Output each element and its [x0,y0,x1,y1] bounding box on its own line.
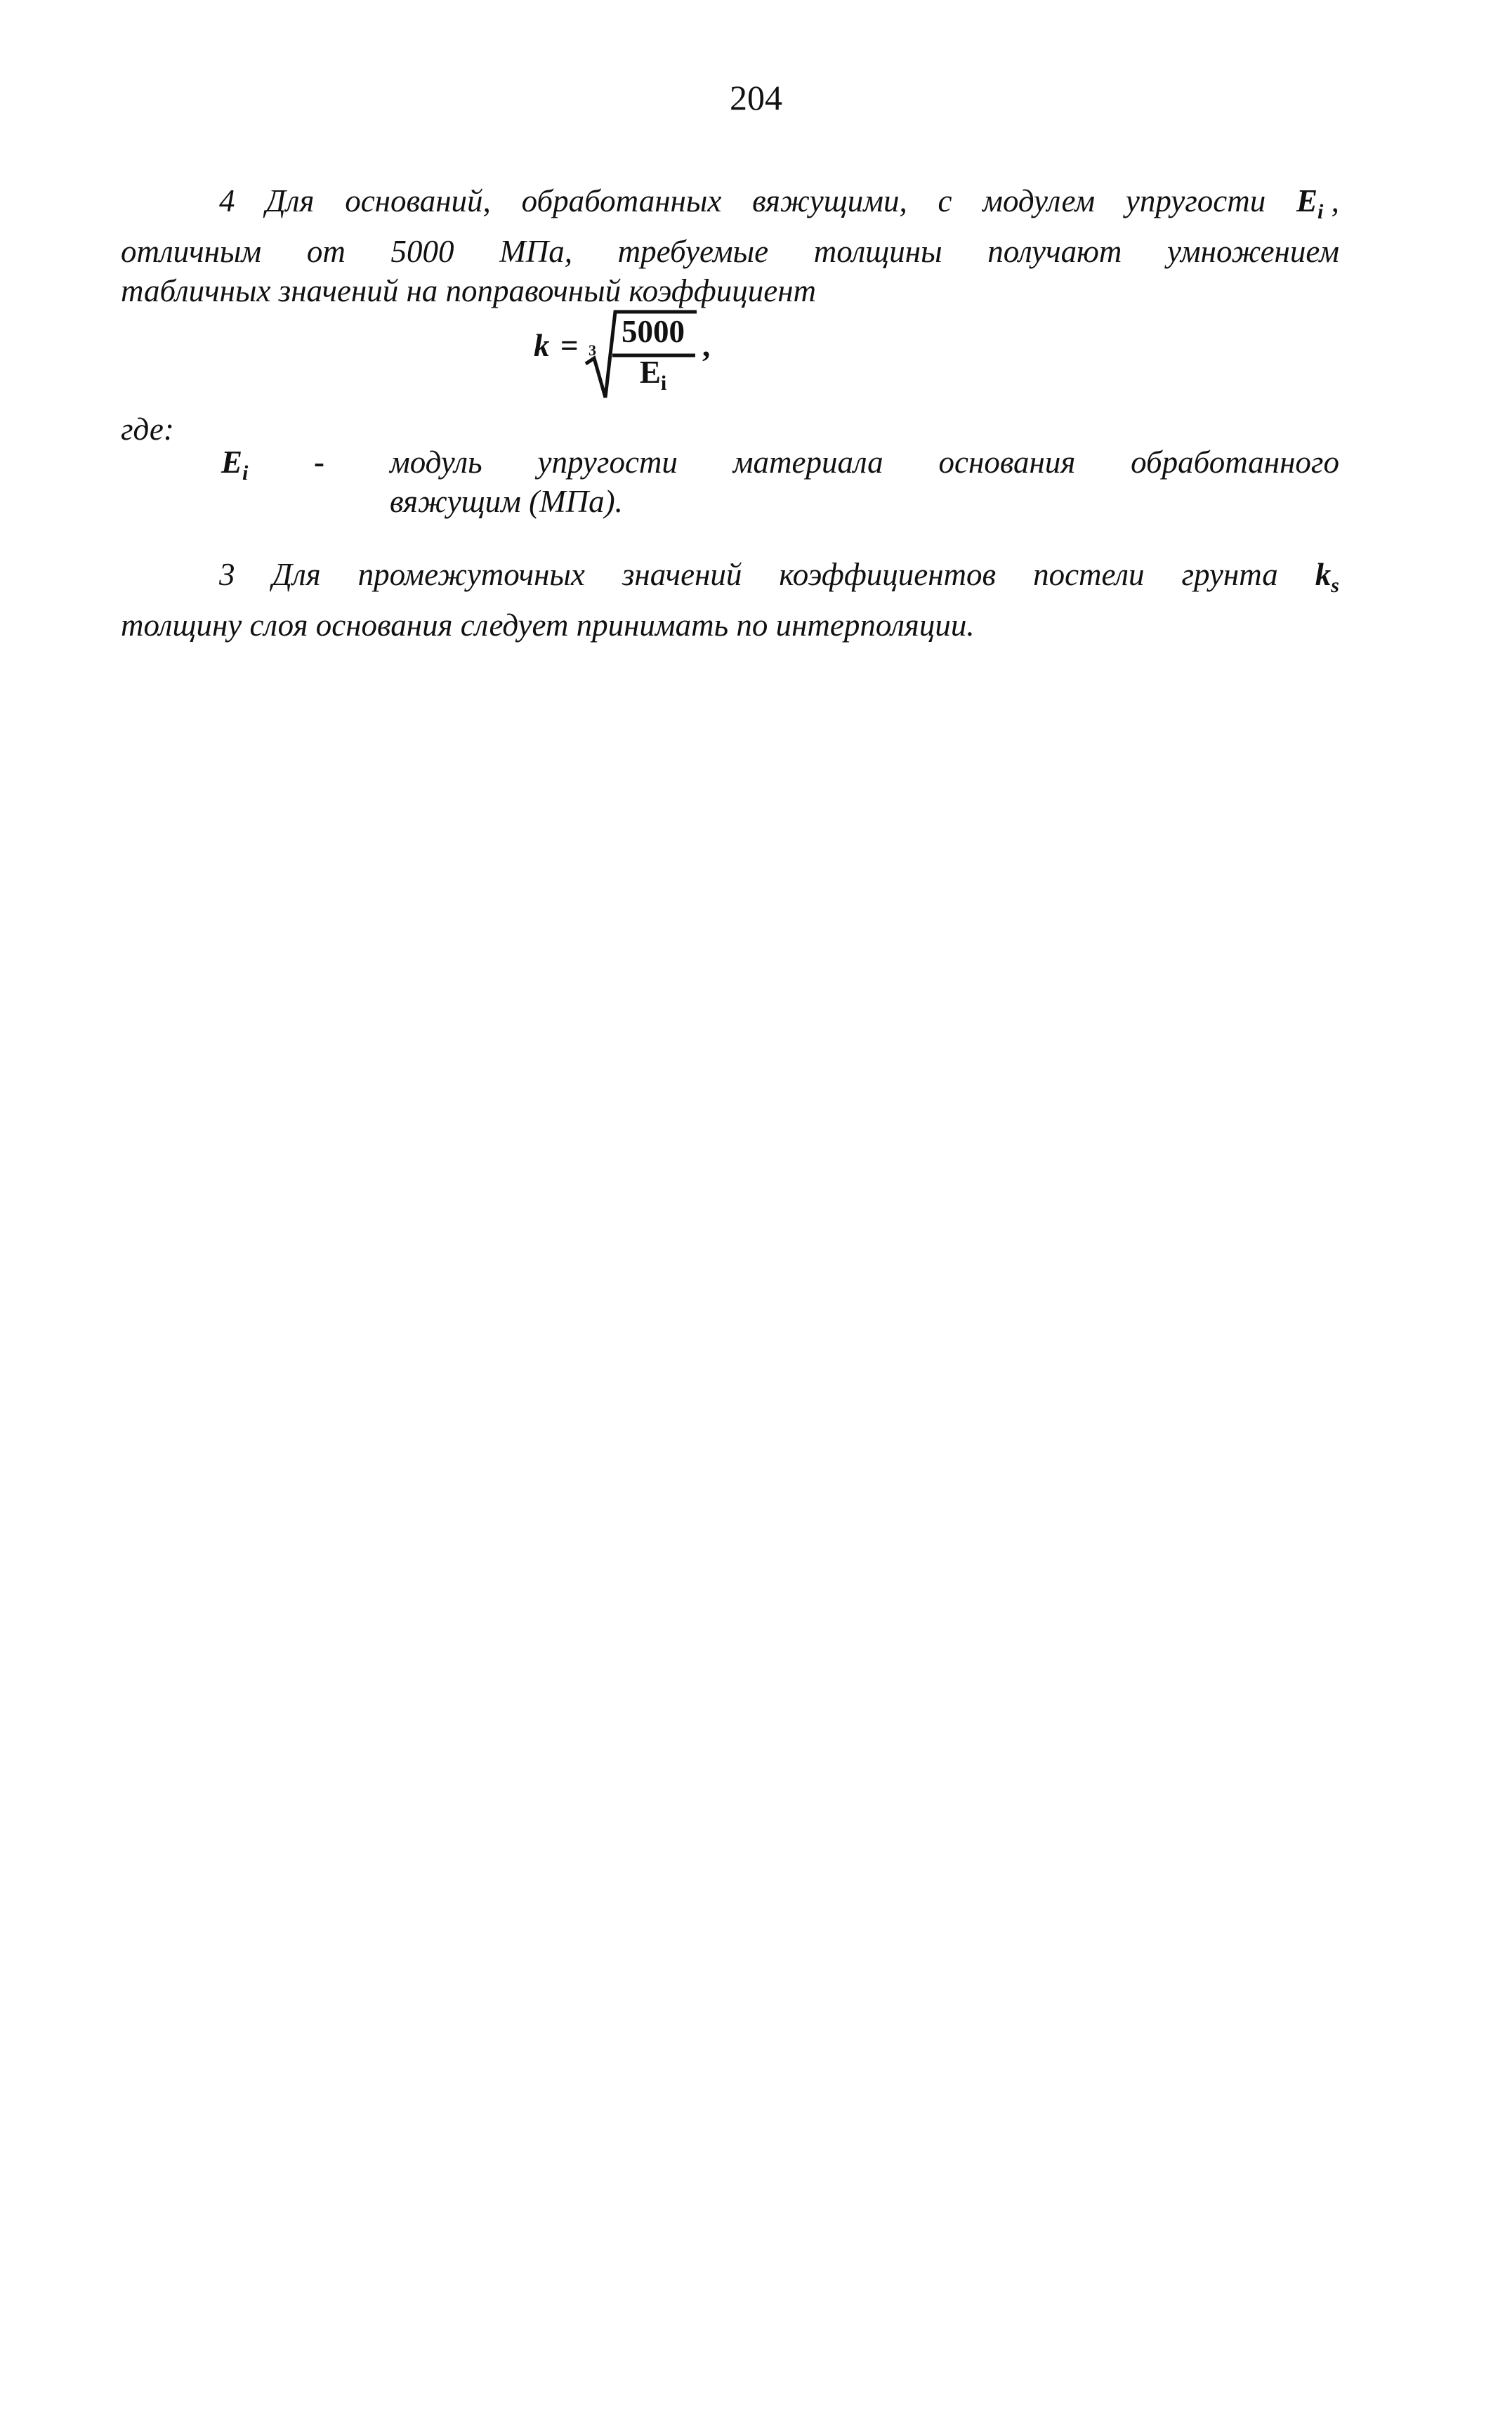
ei-symbol: $E_i$ [1296,183,1324,223]
page-number: 204 [730,78,782,117]
para3-line-2: толщину слоя основания следует принимать по интерполяции. [121,608,975,643]
ks-symbol: $k_s$ [1315,557,1339,597]
paragraph-3 [121,555,1339,645]
para3-line1-word: Для [272,557,321,592]
definition-line1-word: основания [938,445,1076,480]
para4-line1-word: Для [265,183,315,218]
definition-line1-word: обработанного [1131,445,1339,480]
para4-line1-word: 4 [219,183,235,218]
para4-line1-word: модулем [982,183,1096,218]
para3-line1-word: значений [622,557,742,592]
formula-lhs: k [534,328,550,363]
root-index: 3 [589,341,596,359]
para3-line1-word: промежуточных [357,557,585,592]
para4-line1-tail: , [1323,183,1339,218]
para3-line1-word: грунта [1181,557,1278,592]
para4-line1-word: с [938,183,952,218]
formula-denominator [612,354,694,395]
denominator-symbol: $E_i$ [639,355,667,395]
definition-line1-word: материала [732,445,883,480]
para4-line-1 [121,181,1339,232]
para4-line1-word: вяжущими, [752,183,907,218]
para4-line2-word: умножением [1167,234,1339,269]
definition-dash: - [314,445,324,480]
definition-line-1 [390,442,1339,482]
para4-line2-word: требуемые [617,234,769,269]
ei-term-symbol: $E_i$ [221,445,249,485]
para4-line2-word: толщины [813,234,942,269]
definition-term [221,442,248,493]
definition-line-2: вяжущим (МПа). [390,484,623,519]
para4-line-2 [121,232,1339,271]
definition-line1-word: модуль [390,445,482,480]
para4-line2-word: отличным [121,234,262,269]
formula-comma: , [702,328,711,363]
para3-line-1 [121,555,1339,605]
formula-equals: = [560,328,579,363]
para3-line1-word: 3 [219,557,235,592]
definition-line1-word: упругости [537,445,678,480]
ei-symbol-group [1296,181,1339,232]
para4-line2-word: МПа, [499,234,572,269]
formula [534,309,815,400]
formula-numerator: 5000 [622,314,685,349]
definition-description [390,442,1339,521]
paragraph-4 [121,181,1339,310]
para4-line1-word: оснований, [345,183,491,218]
para4-line1-word: обработанных [521,183,722,218]
para3-line1-word: постели [1033,557,1145,592]
where-label: где: [121,412,174,447]
para4-line-3: табличных значений на поправочный коэффициент [121,273,817,308]
para4-line2-word: 5000 [390,234,454,269]
para4-line2-word: получают [987,234,1122,269]
para3-line1-word: коэффициентов [779,557,997,592]
para4-line2-word: от [306,234,346,269]
para4-line1-word: упругости [1125,183,1266,218]
